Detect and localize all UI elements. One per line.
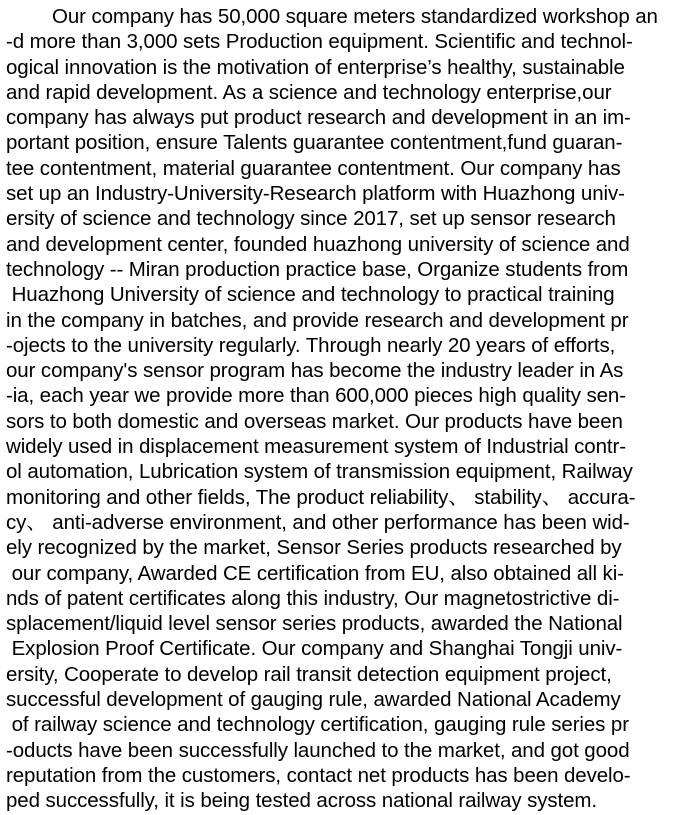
text-line: -ia, each year we provide more than 600,000 pieces high quality sen- bbox=[6, 384, 626, 408]
text-line: successful development of gauging rule, awarded National Academy bbox=[6, 688, 621, 712]
text-line: Explosion Proof Certificate. Our company and Shanghai Tongji univ- bbox=[6, 637, 623, 661]
text-line: ol automation, Lubrication system of transmission equipment, Railway bbox=[6, 460, 633, 484]
text-line: Huazhong University of science and technology to practical training bbox=[6, 283, 615, 307]
text-line: company has always put product research and development in an im- bbox=[6, 106, 631, 130]
text-line: Our company has 50,000 square meters standardized workshop an bbox=[52, 5, 658, 28]
text-line: technology -- Miran production practice base, Organize students from bbox=[6, 257, 629, 281]
text-line: -d more than 3,000 sets Production equipment. Scientific and technol- bbox=[6, 30, 633, 54]
text-line: ped successfully, it is being tested across national railway system. bbox=[6, 789, 598, 813]
text-line: -ojects to the university regularly. Through nearly 20 years of efforts, bbox=[6, 333, 616, 357]
text-line: reputation from the customers, contact net products has been develo- bbox=[6, 763, 631, 787]
text-line: our company, Awarded CE certification from EU, also obtained all ki- bbox=[6, 561, 624, 585]
text-line: sors to both domestic and overseas market. Our products have been bbox=[6, 409, 623, 433]
text-line: and rapid development. As a science and technology enterprise,our bbox=[6, 80, 612, 104]
text-line: of railway science and technology certification, gauging rule series pr bbox=[6, 713, 629, 737]
text-line: monitoring and other fields, The product reliability、 stability、 accura- bbox=[6, 485, 636, 509]
text-line: ersity, Cooperate to develop rail transit detection equipment project, bbox=[6, 662, 612, 686]
text-line: ogical innovation is the motivation of enterprise’s healthy, sustainable bbox=[6, 55, 625, 79]
text-line: tee contentment, material guarantee contentment. Our company has bbox=[6, 156, 621, 180]
text-line: in the company in batches, and provide research and development pr bbox=[6, 308, 629, 332]
text-line: -oducts have been successfully launched to the market, and got good bbox=[6, 738, 630, 762]
text-line: our company's sensor program has become the industry leader in As bbox=[6, 359, 624, 383]
text-line: cy、 anti-adverse environment, and other performance has been wid- bbox=[6, 510, 630, 534]
text-line: ersity of science and technology since 2017, set up sensor research bbox=[6, 207, 616, 231]
text-line: nds of patent certificates along this industry, Our magnetostrictive di- bbox=[6, 586, 620, 610]
text-line: and development center, founded huazhong university of science and bbox=[6, 232, 630, 256]
text-line: portant position, ensure Talents guarantee contentment,fund guaran- bbox=[6, 131, 623, 155]
text-line: widely used in displacement measurement system of Industrial contr- bbox=[6, 435, 626, 459]
text-line: ely recognized by the market, Sensor Series products researched by bbox=[6, 536, 622, 560]
text-line: set up an Industry-University-Research platform with Huazhong univ- bbox=[6, 182, 625, 206]
text-line: splacement/liquid level sensor series products, awarded the National bbox=[6, 612, 623, 636]
